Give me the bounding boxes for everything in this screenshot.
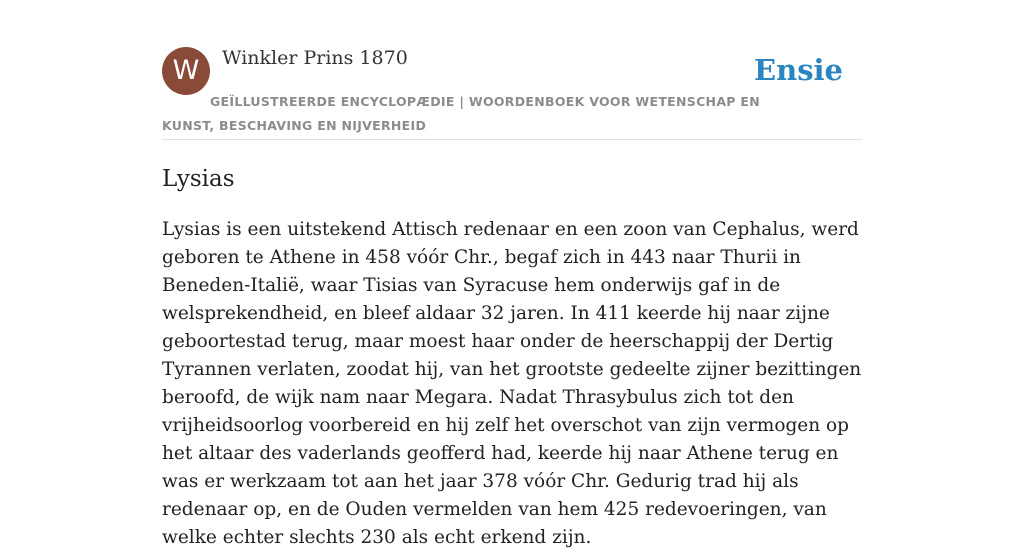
header-divider	[162, 139, 862, 140]
source-avatar[interactable]: W	[162, 47, 210, 95]
entry-title: Lysias	[162, 166, 235, 192]
source-title[interactable]: Winkler Prins 1870	[222, 47, 408, 69]
article-page	[162, 0, 862, 548]
source-subtitle: GEÏLLUSTREERDE ENCYCLOPÆDIE | WOORDENBOEK VOOR WETENSCHAP EN KUNST, BESCHAVING EN NIJVERHEID	[162, 94, 760, 133]
ensie-logo-link[interactable]: Ensie	[754, 53, 843, 87]
entry-body-text: Lysias is een uitstekend Attisch redenaar en een zoon van Cephalus, werd geboren te Athene in 458 vóór Chr., begaf zich in 443 naar Thurii in Beneden-Italië, waar Tisias van Syracuse hem onderwijs gaf in de welsprekendheid, en bleef aldaar 32 jaren. In 411 keerde hij naar zijne geboortestad terug, maar moest haar onder de heerschappij der Dertig Tyrannen verlaten, zoodat hij, van het grootste gedeelte zijner bezittingen beroofd, de wijk nam naar Megara. Nadat Thrasybulus zich tot den vrijheidsoorlog voorbereid en hij zelf het overschot van zijn vermogen op het altaar des vaderlands geofferd had, keerde hij naar Athene terug en was er werkzaam tot aan het jaar 378 vóór Chr. Gedurig trad hij als redenaar op, en de Ouden vermelden van hem 425 redevoeringen, van welke echter slechts 230 als echt erkend zijn.	[162, 219, 862, 548]
